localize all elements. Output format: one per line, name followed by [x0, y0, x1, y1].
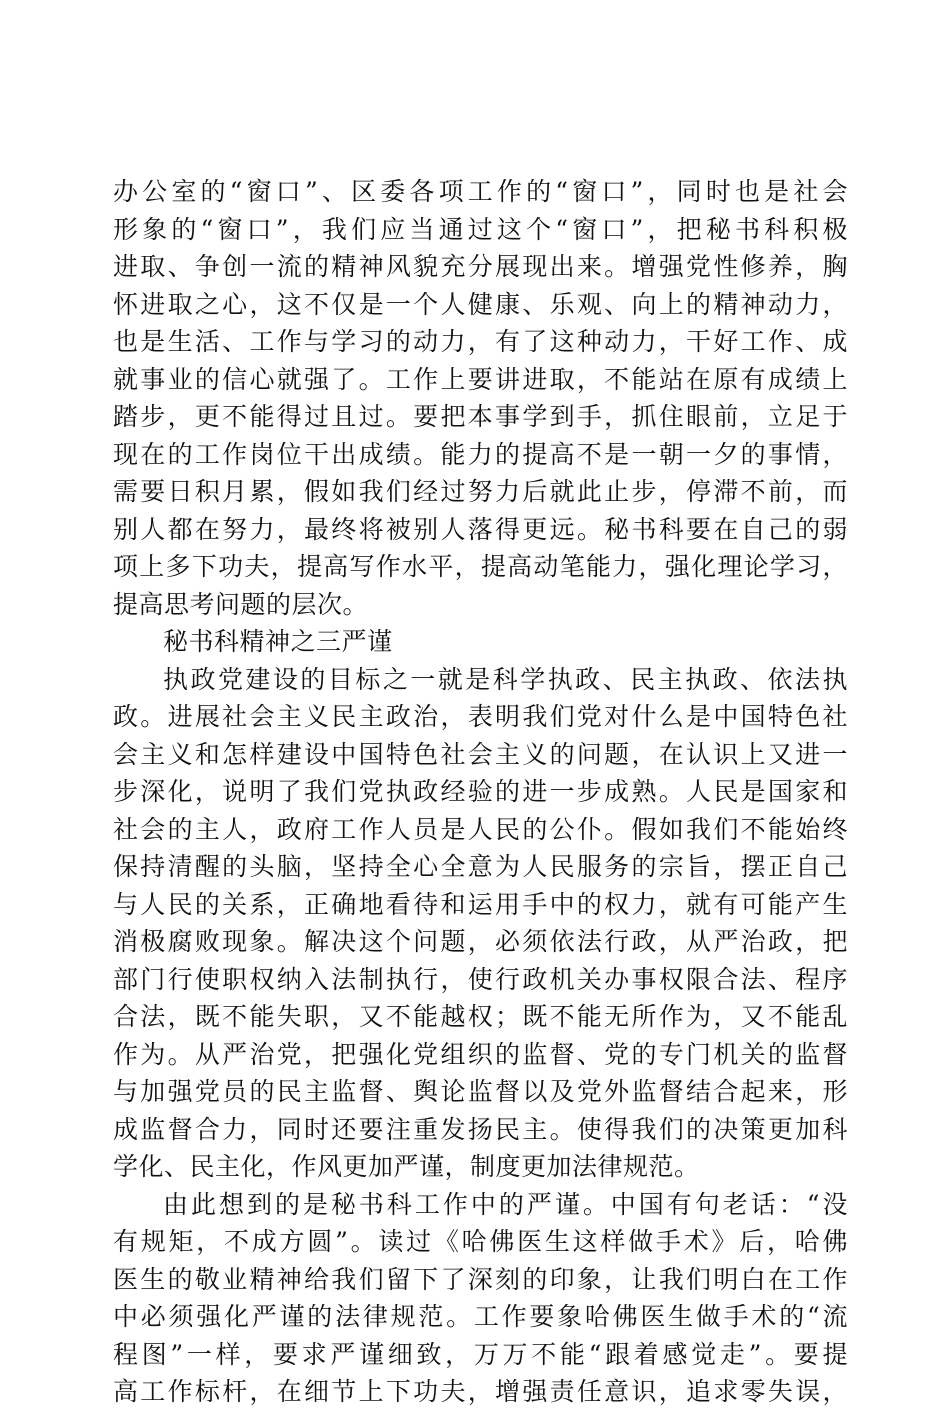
text-line: 成监督合力，同时还要注重发扬民主。使得我们的决策更加科 — [113, 1114, 848, 1144]
text-line: 怀进取之心，这不仅是一个人健康、乐观、向上的精神动力， — [113, 289, 848, 319]
text-line: 就事业的信心就强了。工作上要讲进取，不能站在原有成绩上 — [113, 364, 848, 394]
text-line: 秘书科精神之三严谨 — [163, 627, 393, 656]
text-line: 会主义和怎样建设中国特色社会主义的问题，在认识上又进一 — [113, 739, 848, 769]
text-line: 进取、争创一流的精神风貌充分展现出来。增强党性修养，胸 — [113, 252, 848, 281]
text-line: 形象的“窗口”，我们应当通过这个“窗口”，把秘书科积极 — [113, 214, 848, 244]
text-line: 社会的主人，政府工作人员是人民的公仆。假如我们不能始终 — [113, 814, 848, 844]
text-line: 学化、民主化，作风更加严谨，制度更加法律规范。 — [113, 1152, 700, 1181]
text-line: 程图”一样，要求严谨细致，万万不能“跟着感觉走”。要提 — [113, 1339, 848, 1369]
text-line: 部门行使职权纳入法制执行，使行政机关办事权限合法、程序 — [113, 964, 848, 994]
text-line: 踏步，更不能得过且过。要把本事学到手，抓住眼前，立足于 — [113, 402, 848, 431]
text-line: 有规矩，不成方圆”。读过《哈佛医生这样做手术》后，哈佛 — [113, 1227, 848, 1256]
text-line: 由此想到的是秘书科工作中的严谨。中国有句老话：“没 — [163, 1189, 848, 1219]
text-line: 合法，既不能失职，又不能越权；既不能无所作为，又不能乱 — [113, 1002, 848, 1031]
text-line: 与人民的关系，正确地看待和运用手中的权力，就有可能产生 — [113, 889, 848, 919]
text-line: 步深化，说明了我们党执政经验的进一步成熟。人民是国家和 — [113, 777, 848, 806]
text-line: 别人都在努力，最终将被别人落得更远。秘书科要在自己的弱 — [113, 514, 848, 544]
text-line: 项上多下功夫，提高写作水平，提高动笔能力，强化理论学习， — [113, 552, 848, 581]
text-line: 医生的敬业精神给我们留下了深刻的印象，让我们明白在工作 — [113, 1264, 848, 1294]
text-line: 提高思考问题的层次。 — [113, 589, 369, 619]
document-body-text — [113, 173, 848, 1411]
text-line: 保持清醒的头脑，坚持全心全意为人民服务的宗旨，摆正自己 — [113, 852, 848, 881]
text-line: 高工作标杆，在细节上下功夫，增强责任意识，追求零失误， — [113, 1377, 848, 1406]
text-line: 消极腐败现象。解决这个问题，必须依法行政，从严治政，把 — [113, 927, 848, 956]
text-line: 也是生活、工作与学习的动力，有了这种动力，干好工作、成 — [113, 327, 848, 356]
text-line: 执政党建设的目标之一就是科学执政、民主执政、依法执 — [163, 664, 848, 694]
text-line: 需要日积月累，假如我们经过努力后就此止步，停滞不前，而 — [113, 477, 848, 506]
text-line: 政。进展社会主义民主政治，表明我们党对什么是中国特色社 — [113, 702, 848, 731]
text-line: 办公室的“窗口”、区委各项工作的“窗口”，同时也是社会 — [113, 177, 848, 206]
text-line: 中必须强化严谨的法律规范。工作要象哈佛医生做手术的“流 — [113, 1302, 848, 1331]
text-line: 与加强党员的民主监督、舆论监督以及党外监督结合起来，形 — [113, 1077, 848, 1106]
text-line: 作为。从严治党，把强化党组织的监督、党的专门机关的监督 — [113, 1039, 848, 1069]
text-line: 现在的工作岗位干出成绩。能力的提高不是一朝一夕的事情， — [113, 439, 848, 469]
